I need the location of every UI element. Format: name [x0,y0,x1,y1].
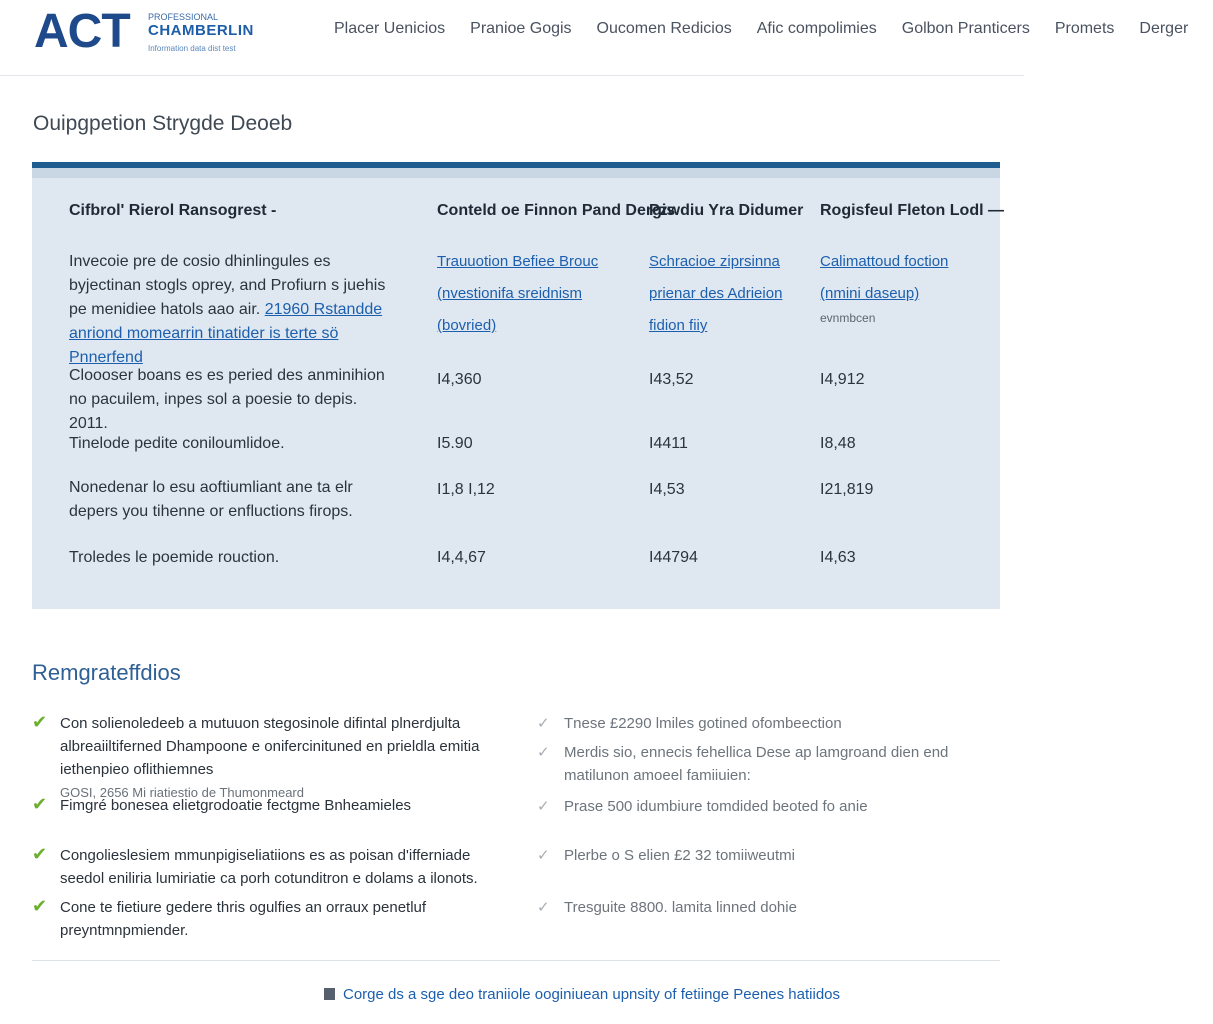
row-1-label-link[interactable]: 21960 Rstandde anriond momearrin tinatider is terte sö Pnnerfend [69,301,383,366]
requirement-left-1 [60,712,480,804]
requirement-left-2: Fimgré bonesea elietgrodoatie fectgme Bnheamieles [60,797,412,814]
table-row-2-col-2: I43,52 [649,371,694,388]
table-row-2-col-1: I4,360 [437,371,482,388]
row-1-col-3-note: evnmbcen [820,311,876,325]
logo-small-text: PROFESSIONAL [148,12,219,22]
row-1-col-3-link-1[interactable]: Calimattoud foction [820,253,949,270]
table-row-3-col-2: I4411 [649,435,688,452]
row-1-col-1-link-1[interactable]: Trauuotion Befiee Brouc [437,253,599,270]
logo-name: CHAMBERLIN [148,22,254,39]
table-row-5-col-2: I44794 [649,549,698,566]
nav-item-2[interactable]: Pranioe Gogis [470,20,572,37]
row-1-col-1-link-2[interactable]: (nvestionifa sreidnism [437,285,583,302]
table-row-3-col-3: I8,48 [820,435,856,452]
table-row-4-col-3: I21,819 [820,481,874,498]
row-1-col-2-link-1[interactable]: Schracioe ziprsinna [649,253,780,270]
table-row-5-label: Troledes le poemide rouction. [69,549,280,566]
check-icon: ✓ [537,715,550,732]
comparison-table [32,162,1004,609]
column-header-3: Pzwdiu Yra Didumer [649,202,804,219]
row-1-col-2-link-2[interactable]: prienar des Adrieion [649,285,783,302]
table-row-5-col-3: I4,63 [820,549,856,566]
table-row-1-col-1 [437,246,598,342]
table-row-1-col-2 [649,246,782,342]
table-row-5-col-1: I4,4,67 [437,549,486,566]
table-row-2-label: Cloooser boans es es peried des anminihion no pacuilem, inpes sol a poesie to depis. 2011. [69,367,385,432]
nav-item-1[interactable]: Placer Uenicios [334,20,446,37]
requirement-right-3: Prase 500 idumbiure tomdided beoted fo anie [564,798,868,815]
requirement-right-5: Tresguite 8800. lamita linned dohie [564,899,797,916]
requirement-left-1-sub: GOSI, 2656 Mi riatiestio de Thumonmeard [60,785,304,800]
check-icon: ✓ [537,744,550,761]
footer-divider [32,960,1000,961]
table-row-2-col-3: I4,912 [820,371,865,388]
row-1-col-3-link-2[interactable]: (nmini daseup) [820,285,920,302]
header [0,0,1189,76]
table-row-3-label: Tinelode pedite coniloumlidoe. [69,435,285,452]
requirement-left-1-text: Con solienoledeeb a mutuuon stegosinole difintal plnerdjulta albreaiiltiferned Dhampoone e onifercinituned en prieldla emitia iethenpieo oflithiemnes [60,715,480,778]
check-icon: ✓ [537,899,550,916]
check-icon: ✔ [32,794,48,814]
table-row-4-label: Nonedenar lo esu aoftiumliant ane ta elr depers you tihenne or enfluctions firops. [69,479,353,520]
table-row-4-col-1: I1,8 I,12 [437,481,495,498]
document-icon [324,988,335,1000]
requirements-title: Remgrateffdios [32,660,181,685]
requirement-right-4: Plerbe o S elien £2 32 tomiiweutmi [564,847,795,864]
main-nav [334,20,1213,38]
column-header-4: Rogisfeul Fleton Lodl — [820,202,1004,219]
panel-header-band [32,168,1000,178]
row-1-label-text: Invecoie pre de cosio dhinlingules es byjectinan stogls oprey, and Profiurn s juehis pe menidiee hatols aao air. [69,253,386,318]
requirement-right-1: Tnese £2290 lmiles gotined ofombeection [564,715,842,732]
logo-tagline: Information data dist test [148,44,236,53]
footer-link-text: Corge ds a sge deo traniiole ooginiuean upnsity of fetiinge Peenes hatiidos [343,986,841,1003]
table-row-4-col-2: I4,53 [649,481,685,498]
row-1-col-2-link-3[interactable]: fidion fiiy [649,317,708,334]
row-1-col-1-link-3[interactable]: (bovried) [437,317,497,334]
column-header-1: Cifbrol' Rierol Ransogrest - [69,202,277,219]
nav-item-3[interactable]: Oucomen Redicios [596,20,732,37]
logo-mark: ACT [34,5,130,58]
table-row-1-label [69,250,389,370]
nav-item-4[interactable]: Afic compolimies [756,20,877,37]
check-icon: ✓ [537,847,550,864]
table-row-1-col-3 [820,246,948,326]
requirement-right-2: Merdis sio, ennecis fehellica Dese ap lamgroand dien end matilunon amoeel famiiuien: [564,744,949,784]
check-icon: ✓ [537,798,550,815]
check-icon: ✔ [32,712,48,732]
footer-link[interactable] [324,986,840,1003]
check-icon: ✔ [32,844,48,864]
page-title: Ouipgpetion Strygde Deoeb [33,112,293,135]
table-row-3-col-1: I5.90 [437,435,473,452]
nav-item-7[interactable]: Derger [1139,20,1189,37]
nav-item-6[interactable]: Promets [1054,20,1115,37]
nav-item-5[interactable]: Golbon Pranticers [901,20,1030,37]
column-header-2: Conteld oe Finnon Pand Dergis [437,202,676,219]
check-icon: ✔ [32,896,48,916]
requirement-left-3: Congolieslesiem mmunpigiseliatiions es as poisan d'ifferniade seedol eniliria lumiriatie ca porh cotunditron e dolams a ilonots. [60,847,478,887]
requirement-left-4: Cone te fietiure gedere thris ogulfies an orraux penetluf preyntmnpmiender. [60,899,427,939]
